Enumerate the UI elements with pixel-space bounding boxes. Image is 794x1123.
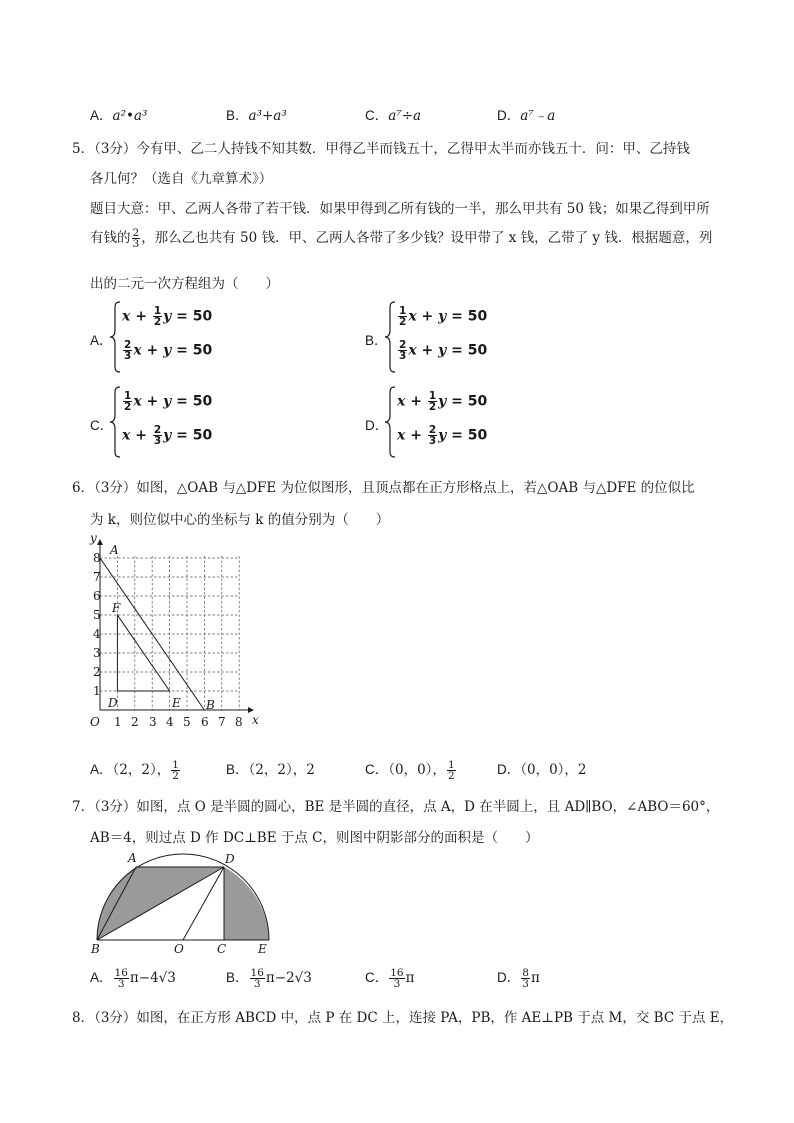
y-tick-label: 2 xyxy=(93,665,101,679)
brace-icon xyxy=(108,300,122,374)
q5-line4: 有钱的 $\frac{2}{3}$ ，那么乙也共有 50 钱．甲、乙两人各带了多少钱？设甲带了 x 钱，乙带了 y 钱．根据题意，列 xyxy=(90,227,713,250)
q5-option-a-label: A． xyxy=(90,333,113,348)
q5-option-c-system: $\frac{1}{2}$ x + y = 50 x + $\frac{2}{3}$ y = 50 xyxy=(108,385,288,459)
grid-lines xyxy=(100,556,239,710)
q7-semicircle-figure xyxy=(88,845,278,955)
q7-option-c: C． $\frac{16}{3}$ π xyxy=(365,967,415,990)
point-a-label: A xyxy=(110,543,119,557)
q8-line1: 8．（3分）如图，在正方形 ABCD 中，点 P 在 DC 上，连接 PA，PB，作 AE⊥PB 于点 M，交 BC 于点 E， xyxy=(72,1010,734,1026)
q6-option-b: B．（2，2），2 xyxy=(226,762,315,778)
x-tick-label: 4 xyxy=(166,715,174,729)
x-tick-label: 2 xyxy=(131,715,139,729)
q7-option-a: A． $\frac{16}{3}$ π−4√3 xyxy=(90,967,176,990)
q5-line1: 5．（3分）今有甲、乙二人持钱不知其数．甲得乙半而钱五十，乙得甲太半而亦钱五十．问：甲、乙持钱 xyxy=(72,141,690,157)
q6-coordinate-graph xyxy=(85,530,275,740)
q5-option-a-system: x + $\frac{1}{2}$ y = 50 $\frac{2}{3}$ x + y = 50 xyxy=(108,300,288,374)
x-tick-label: 6 xyxy=(201,715,209,729)
y-tick-label: 7 xyxy=(93,570,101,584)
y-tick-label: 1 xyxy=(93,684,101,698)
q4-option-b: B．a³+a³ xyxy=(226,108,287,124)
q4-option-d: D．a⁷﹣a xyxy=(497,108,556,124)
q7-line1: 7．（3分）如图，点 O 是半圆的圆心，BE 是半圆的直径，点 A，D 在半圆上，且 AD∥BO，∠ABO＝60°， xyxy=(72,799,720,815)
x-axis-label: x xyxy=(252,713,259,727)
brace-icon xyxy=(108,385,122,459)
point-f-label: F xyxy=(112,601,121,615)
x-tick-label: 3 xyxy=(149,715,157,729)
q7-option-b: B． $\frac{16}{3}$ π−2√3 xyxy=(226,967,312,990)
q5-option-d-system: x + $\frac{1}{2}$ y = 50 x + $\frac{2}{3}$ y = 50 xyxy=(383,385,563,459)
q6-line1: 6．（3分）如图，△OAB 与△DFE 为位似图形，且顶点都在正方形格点上，若△OAB 与△DFE 的位似比 xyxy=(72,480,695,496)
y-tick-label: 8 xyxy=(93,551,101,565)
q5-option-c-label: C． xyxy=(90,418,114,433)
q7-option-d: D． $\frac{8}{3}$ π xyxy=(497,967,540,990)
y-tick-label: 5 xyxy=(93,608,101,622)
y-tick-label: 6 xyxy=(93,589,101,603)
x-tick-label: 7 xyxy=(218,715,226,729)
point-b-label: B xyxy=(206,698,215,712)
y-axis-label: y xyxy=(90,531,97,545)
point-o-label: O xyxy=(174,942,184,955)
q5-option-d-label: D． xyxy=(365,418,389,433)
x-tick-label: 5 xyxy=(183,715,191,729)
q4-option-c: C．a⁷÷a xyxy=(365,108,422,124)
point-c-label: C xyxy=(217,942,227,955)
brace-icon xyxy=(383,385,397,459)
point-e-label: E xyxy=(258,942,267,955)
y-tick-label: 3 xyxy=(93,646,101,660)
x-tick-label: 8 xyxy=(235,715,243,729)
q6-option-c: C．（0，0）， $\frac{1}{2}$ xyxy=(365,759,455,782)
point-d-label: D xyxy=(108,696,118,710)
q5-option-b-label: B． xyxy=(365,333,388,348)
point-d-label: D xyxy=(225,852,235,866)
q6-line2: 为 k，则位似中心的坐标与 k 的值分别为（ ） xyxy=(90,512,390,528)
y-tick-label: 4 xyxy=(93,627,101,641)
point-b-label: B xyxy=(91,942,100,955)
x-tick-label: 1 xyxy=(114,715,122,729)
q5-line5: 出的二元一次方程组为（ ） xyxy=(90,276,279,292)
brace-icon xyxy=(383,300,397,374)
q5-line3: 题目大意：甲、乙两人各带了若干钱．如果甲得到乙所有钱的一半，那么甲共有 50 钱；如果乙得到甲所 xyxy=(90,201,710,217)
q7-line2: AB＝4，则过点 D 作 DC⊥BE 于点 C，则图中阴影部分的面积是（ ） xyxy=(90,830,539,846)
q5-line2: 各几何？（选自《九章算术》） xyxy=(90,171,273,187)
point-e-label: E xyxy=(172,696,181,710)
q4-option-a: A．a²•a³ xyxy=(90,108,148,124)
triangle-dfe xyxy=(117,615,169,691)
origin-label: O xyxy=(90,715,100,729)
q5-option-b-system: $\frac{1}{2}$ x + y = 50 $\frac{2}{3}$ x + y = 50 xyxy=(383,300,563,374)
q6-option-a: A．（2，2）， $\frac{1}{2}$ xyxy=(90,759,179,782)
q6-option-d: D．（0，0），2 xyxy=(497,762,587,778)
point-a-label: A xyxy=(128,851,137,865)
